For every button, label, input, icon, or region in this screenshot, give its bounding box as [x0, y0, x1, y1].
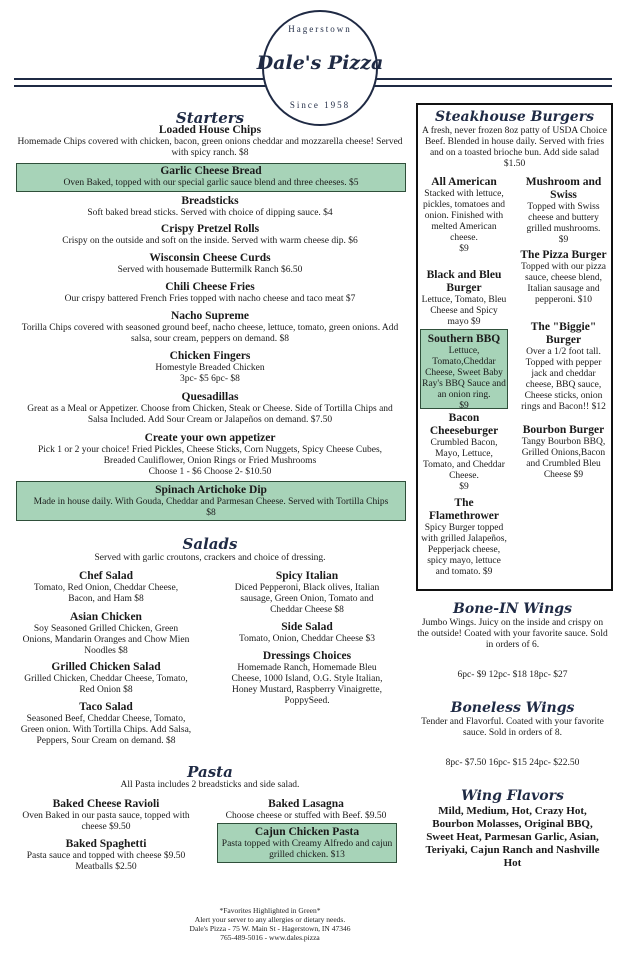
item-desc: Choose cheese or stuffed with Beef. $9.50 — [225, 811, 387, 821]
item-desc: Topped with Swiss cheese and buttery grilled mushrooms. — [526, 202, 601, 234]
menu-item — [14, 252, 406, 276]
item-desc: Over a 1/2 foot tall. Topped with pepper jack and cheddar cheese, BBQ sauce, Cheese sticks, onion rings and Bacon!! $12 — [521, 347, 606, 412]
item-name: Baked Spaghetti — [65, 838, 147, 850]
item-desc: Torilla Chips covered with seasoned ground beef, nacho cheese, lettuce, tomato, green onions. Add salsa, sour cream, peppers on demand. $8 — [21, 323, 399, 344]
menu-item — [14, 223, 406, 247]
item-price: $9 — [459, 244, 469, 254]
item-desc: Spicy Burger topped with grilled Jalapeños, Pepperjack cheese, spicy mayo, lettuce and tomato. $9 — [421, 523, 507, 577]
item-name: Quesadillas — [181, 391, 239, 403]
item-desc: Pick 1 or 2 your choice! Fried Pickles, Cheese Sticks, Corn Nuggets, Spicy Cheese Cubes, Breaded Cauliflower, Onion Rings or Fried Mushrooms — [37, 445, 383, 466]
menu-item — [14, 391, 406, 426]
boneless-desc: Tender and Flavorful. Coated with your favorite sauce. Sold in orders of 8. — [421, 717, 604, 738]
boneless-title: Boneless Wings — [450, 700, 575, 716]
item-name: All American — [431, 176, 497, 188]
menu-item — [14, 124, 406, 159]
item-desc: Pasta topped with Creamy Alfredo and cajun grilled chicken. $13 — [221, 839, 393, 860]
burger-item — [420, 269, 508, 328]
item-desc: Oven Baked, topped with our special garlic sauce blend and three cheeses. $5 — [63, 178, 359, 188]
item-name: Southern BBQ — [427, 333, 501, 345]
footer-allergy: Alert your server to any allergies or dietary needs. — [194, 915, 346, 924]
salad-item — [225, 650, 389, 707]
burger-item — [420, 176, 508, 255]
item-desc: Soy Seasoned Grilled Chicken, Green Onions, Mandarin Oranges and Chow Mien Noodles $8 — [22, 624, 190, 656]
item-name: Create your own appetizer — [144, 432, 276, 444]
item-price: $8 — [206, 508, 216, 518]
item-name: Spicy Italian — [275, 570, 339, 582]
burger-item — [518, 249, 609, 306]
item-price: 3pc- $5 6pc- $8 — [180, 374, 240, 384]
menu-item-highlighted — [16, 163, 406, 192]
item-desc: Crumbled Bacon, Mayo, Lettuce, Tomato, and Cheddar Cheese. — [423, 438, 505, 481]
item-name: Loaded House Chips — [158, 124, 262, 136]
flavors-list: Mild, Medium, Hot, Crazy Hot, Bourbon Molasses, Original BBQ, Sweet Heat, Parmesan Garlic, Asian, Teriyaki, Cajun Ranch and Nashville Hot — [425, 805, 600, 869]
item-name: Garlic Cheese Bread — [160, 165, 262, 177]
item-desc: Lettuce, Tomato, Bleu Cheese and Spicy mayo $9 — [421, 295, 507, 327]
logo-bottom-text: Since 1958 — [289, 100, 351, 110]
item-price: $9 — [459, 482, 469, 492]
item-price: Choose 1 - $6 Choose 2- $10.50 — [148, 467, 272, 477]
item-name: Grilled Chicken Salad — [51, 661, 161, 673]
menu-item — [14, 281, 406, 305]
item-price: Meatballs $2.50 — [75, 862, 137, 872]
burgers-box — [416, 103, 613, 591]
item-name: Taco Salad — [79, 701, 133, 713]
item-name: Bacon Cheeseburger — [429, 412, 499, 437]
item-desc: Tangy Bourbon BBQ, Grilled Onions,Bacon and Crumbled Bleu Cheese $9 — [521, 437, 606, 480]
item-name: Chili Cheese Fries — [165, 281, 255, 293]
item-name: Chef Salad — [79, 570, 133, 582]
pasta-item — [22, 798, 190, 833]
burger-item — [420, 412, 508, 493]
item-name: Chicken Fingers — [169, 350, 251, 362]
item-desc: Soft baked bread sticks. Served with choice of dipping sauce. $4 — [87, 208, 333, 218]
item-name: Bourbon Burger — [522, 424, 605, 436]
salads-title: Salads — [182, 535, 238, 553]
logo-top-text: Hagerstown — [288, 24, 352, 34]
item-desc: Oven Baked in our pasta sauce, topped with cheese $9.50 — [22, 811, 190, 832]
menu-item-highlighted — [16, 481, 406, 521]
burger-item — [518, 321, 609, 413]
salad-item — [20, 701, 192, 747]
pasta-title: Pasta — [187, 763, 233, 781]
burger-item — [518, 176, 609, 246]
header-rule-right-bottom — [372, 85, 612, 87]
burger-item — [420, 497, 508, 578]
bone-in-desc: Jumbo Wings. Juicy on the inside and crispy on the outside! Coated with your favorite sauce. Sold in orders of 6. — [417, 618, 608, 650]
menu-item — [14, 310, 406, 345]
salad-item — [20, 611, 192, 657]
footer — [120, 906, 420, 942]
item-name: The "Biggie" Burger — [530, 321, 597, 346]
salad-item — [20, 661, 192, 696]
item-desc: Great as a Meal or Appetizer. Choose from Chicken, Steak or Cheese. Side of Tortilla Chips and Salsa Included. Add Sour Cream or Jalapeños on demand. $7.50 — [27, 404, 393, 425]
menu-item — [14, 432, 406, 478]
item-desc: Grilled Chicken, Cheddar Cheese, Tomato, Red Onion $8 — [24, 674, 188, 695]
item-desc: Tomato, Onion, Cheddar Cheese $3 — [238, 634, 375, 644]
item-name: Nacho Supreme — [170, 310, 250, 322]
burgers-title: Steakhouse Burgers — [435, 109, 594, 125]
item-desc: Stacked with lettuce, pickles, tomatoes and onion. Finished with melted American cheese. — [422, 189, 506, 243]
item-name: The Pizza Burger — [520, 249, 607, 261]
item-desc: Homemade Ranch, Homemade Bleu Cheese, 1000 Island, O.G. Style Italian, Honey Mustard, Raspberry Vinaigrette, PoppySeed. — [231, 663, 383, 706]
salad-item — [20, 570, 192, 605]
pasta-intro: All Pasta includes 2 breadsticks and side salad. — [120, 780, 300, 790]
item-desc: Pasta sauce and topped with cheese $9.50 — [26, 851, 186, 861]
item-desc: Lettuce, Tomato,Cheddar Cheese, Sweet Baby Ray's BBQ Sauce and an onion ring. — [422, 346, 506, 400]
item-name: The Flamethrower — [428, 497, 500, 522]
item-desc: Homemade Chips covered with chicken, bacon, green onions cheddar and mozzarella cheese! Served with spicy ranch. $8 — [17, 137, 403, 158]
salad-item — [225, 570, 389, 616]
item-name: Cajun Chicken Pasta — [254, 826, 360, 838]
item-name: Breadsticks — [181, 195, 239, 207]
item-price: $9 — [459, 401, 469, 411]
burgers-intro: A fresh, never frozen 8oz patty of USDA Choice Beef. Blended in house daily. Served with fries and on a toasted brioche bun. Add side salad $1.50 — [422, 126, 607, 169]
item-name: Black and Bleu Burger — [426, 269, 502, 294]
item-name: Crispy Pretzel Rolls — [160, 223, 260, 235]
footer-address: Dale's Pizza - 75 W. Main St - Hagerstown, IN 47346 — [189, 924, 351, 933]
item-desc: Crispy on the outside and soft on the inside. Served with warm cheese dip. $6 — [62, 236, 358, 246]
item-desc: Made in house daily. With Gouda, Cheddar and Parmesan Cheese. Served with Tortilla Chips — [33, 497, 389, 507]
flavors-title: Wing Flavors — [461, 788, 564, 804]
burger-item — [518, 424, 609, 481]
item-name: Asian Chicken — [70, 611, 142, 623]
item-name: Baked Lasagna — [268, 798, 344, 810]
footer-contact: 765-489-5016 - www.dales.pizza — [220, 933, 320, 942]
item-desc: Served with housemade Buttermilk Ranch $6.50 — [117, 265, 303, 275]
pasta-item — [215, 798, 397, 822]
item-name: Spinach Artichoke Dip — [155, 484, 267, 496]
item-name: Dressings Choices — [262, 650, 352, 662]
menu-item — [14, 350, 406, 385]
item-desc: Seasoned Beef, Cheddar Cheese, Tomato, Green onion. With Tortilla Chips. Add Salsa, Peppers, Sour Cream on demand. $8 — [20, 714, 192, 746]
logo — [256, 10, 384, 126]
bone-in-title: Bone-IN Wings — [453, 601, 572, 617]
menu-item — [14, 195, 406, 219]
header-rule-right-top — [372, 78, 612, 80]
item-name: Side Salad — [281, 621, 333, 633]
item-desc: Tomato, Red Onion, Cheddar Cheese, Bacon, and Ham $8 — [33, 583, 179, 604]
header-rule-left-bottom — [14, 85, 268, 87]
item-price: $9 — [558, 235, 569, 245]
item-desc: Topped with our pizza sauce, cheese blend, Italian sausage and pepperoni. $10 — [520, 262, 607, 305]
bone-in-prices: 6pc- $9 12pc- $18 18pc- $27 — [457, 670, 568, 680]
starters-title: Starters — [175, 109, 245, 127]
logo-name: Dale's Pizza — [256, 52, 384, 74]
header-rule-left-top — [14, 78, 268, 80]
pasta-item-highlighted — [217, 823, 397, 863]
burger-item-highlighted — [420, 329, 508, 409]
item-desc: Our crispy battered French Fries topped with nacho cheese and taco meat $7 — [64, 294, 356, 304]
salad-item — [225, 621, 389, 645]
item-desc: Homestyle Breaded Chicken — [155, 363, 265, 373]
item-name: Baked Cheese Ravioli — [52, 798, 160, 810]
salads-intro: Served with garlic croutons, crackers and choice of dressing. — [94, 553, 326, 563]
item-name: Wisconsin Cheese Curds — [149, 252, 271, 264]
boneless-prices: 8pc- $7.50 16pc- $15 24pc- $22.50 — [445, 758, 580, 768]
pasta-item — [22, 838, 190, 873]
footer-note: *Favorites Highlighted in Green* — [219, 906, 321, 915]
item-desc: Diced Pepperoni, Black olives, Italian sausage, Green Onion, Tomato and Cheddar Cheese $8 — [234, 583, 380, 615]
item-name: Mushroom and Swiss — [525, 176, 602, 201]
